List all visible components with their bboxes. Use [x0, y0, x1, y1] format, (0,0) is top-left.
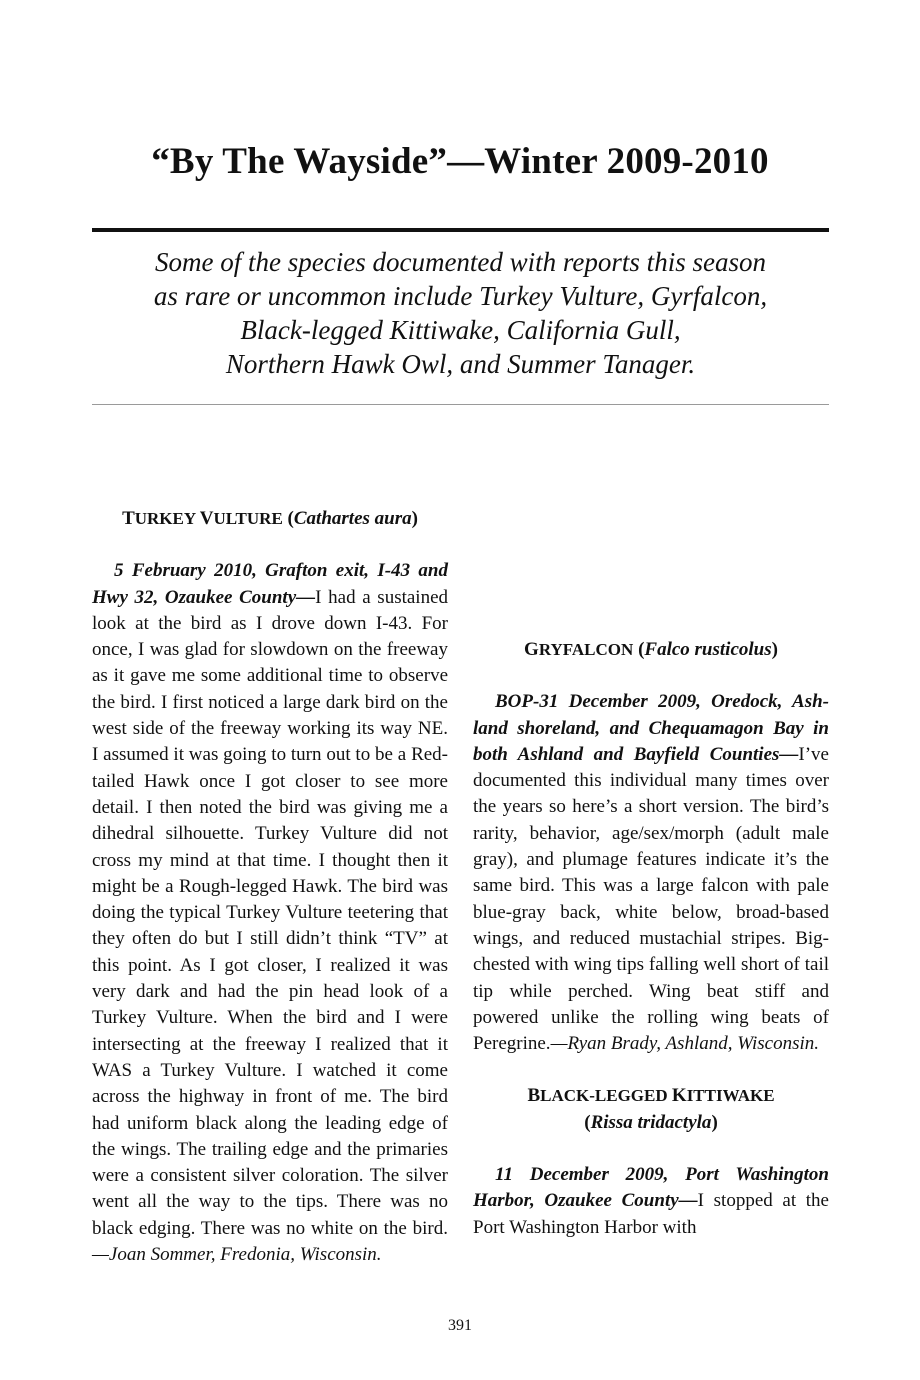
abstract-line: Northern Hawk Owl, and Summer Tanager. [225, 349, 696, 379]
report-body: I had a sustained look at the bird as I drove down I-43. For once, I was glad for slowdown on the freeway as it gave me some additional time to observe the bird. I first noticed a large dark bird on the west side of the freeway working its way NE. I assumed it was going to turn out to be a Red-tailed Hawk once I got closer to see more detail. I then noted the bird was giving me a dihedral silhouette. Turkey Vulture did not cross my mind at that time. I thought then it might be a Rough-legged Hawk. The bird was doing the typical Turkey Vulture teetering that they often do but I still didn’t think “TV” at this point. As I got closer, I realized it was very dark and had the pin head look of a Turkey Vulture. When the bird and I were intersecting at the freeway I realized that it WAS a Turkey Vulture. I watched it come across the highway in front of me. The bird had uniform black along the leading edge of the wings. The trailing edge and the primaries were a consistent silver coloration. The silver went all the way to the tips. There was no black edging. There was no white on the bird. [92, 586, 449, 1239]
abstract-rule [92, 404, 829, 405]
abstract-line: Some of the species documented with reports this season [155, 247, 766, 277]
scientific-name: Rissa tridactyla [590, 1111, 712, 1133]
report-body: I’ve documented this individual many times over the years so here’s a short version. The bird’s rarity, behavior, age/sex/morph (adult male gray), and plumage features indicate it’s the same bird. This was a large falcon with pale blue-gray back, white below, broad-based wings, and reduced mustachial stripes. Big-chested with wing tips falling well short of tail tip while perched. Wing beat stiff and powered unlike the rolling wing beats of Peregrine. [473, 743, 829, 1055]
column-left [92, 506, 448, 1268]
title-rule [92, 228, 829, 232]
page-number: 391 [448, 1317, 472, 1334]
section-heading-kittiwake: BLACK-LEGGED KITTIWAKE (Rissa tridactyla) [527, 1085, 775, 1133]
scientific-name: Cathartes aura [293, 508, 412, 529]
column-right-continuation [473, 637, 829, 1241]
page-title: “By The Wayside”—Winter 2009-2010 [151, 141, 769, 182]
scientific-name: Falco rusticolus [644, 639, 772, 660]
report-kittiwake [473, 1162, 829, 1241]
abstract [92, 245, 829, 381]
section-heading-gyrfalcon: GRYFALCON (Falco rusticolus) [524, 639, 778, 660]
report-gyrfalcon [473, 689, 829, 1057]
report-signature: —Joan Sommer, Fredonia, Wisconsin. [92, 1244, 382, 1266]
report-location: BOP-31 December 2009, Oredock, Ashland shoreland, and Chequamagon Bay in both Ashland and Bayfield Counties— [473, 691, 829, 765]
report-location: 5 February 2010, Grafton exit, I-43 and Hwy 32, Ozaukee County— [92, 560, 448, 608]
report-turkey-vulture [92, 558, 448, 1268]
report-body: I stopped at the Port Washington Harbor with [473, 1190, 829, 1238]
abstract-line: Black-legged Kittiwake, California Gull, [240, 315, 681, 345]
report-signature: —Ryan Brady, Ashland, Wisconsin. [550, 1033, 820, 1055]
report-location: 11 December 2009, Port Washington Harbor, Ozaukee County— [473, 1164, 829, 1212]
section-heading-turkey-vulture: TURKEY VULTURE (Cathartes aura) [122, 508, 418, 529]
abstract-line: as rare or uncommon include Turkey Vulture, Gyrfalcon, [153, 281, 768, 311]
